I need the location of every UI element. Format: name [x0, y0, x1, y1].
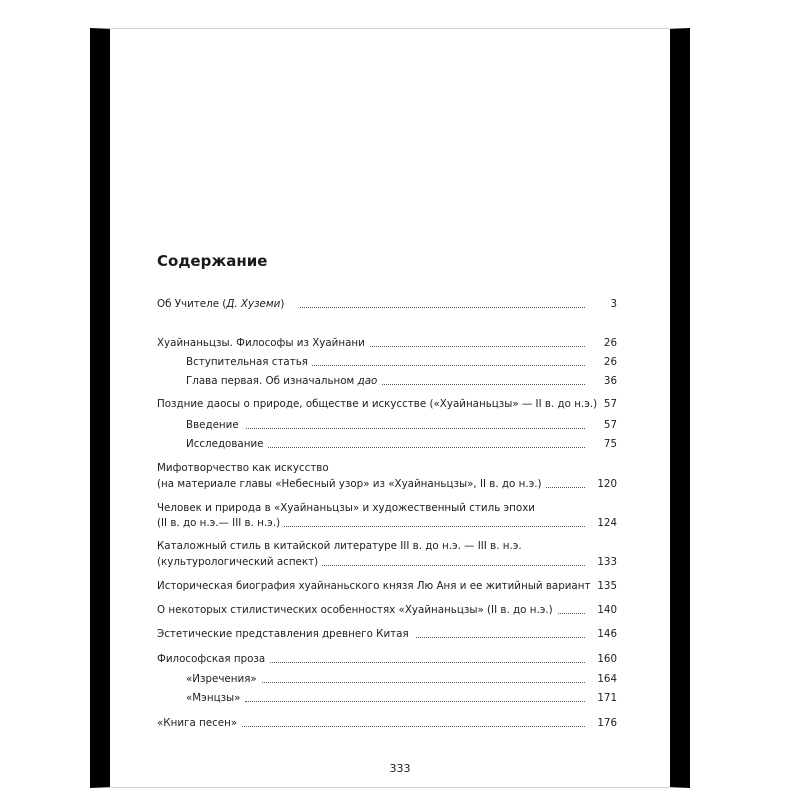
toc-entry-title-line1: Мифотворчество как искусство: [157, 462, 329, 474]
page-number: 333: [389, 762, 411, 775]
toc-entry-title: Введение: [186, 419, 243, 431]
toc-entry-title: Хуайнаньцзы. Философы из Хуайнани: [157, 337, 369, 349]
toc-entry-title: «Изречения»: [186, 673, 261, 685]
toc-entry-title: Об Учителе (Д. Хуземи): [157, 298, 288, 310]
toc-entry-title: Эстетические представления древнего Китая: [157, 628, 413, 640]
toc-entry-page: 26: [603, 356, 617, 368]
toc-entry-page: 75: [603, 438, 617, 450]
toc-entry-title: Историческая биография хуайнаньского князя Лю Аня и ее житийный вариант: [157, 580, 594, 592]
leader-dots: [360, 346, 585, 347]
toc-entry-title: (культурологический аспект): [157, 556, 322, 568]
toc-entry-page: 164: [597, 673, 617, 685]
leader-dots: [300, 307, 585, 308]
toc-entry-title: (на материале главы «Небесный узор» из «Хуайнаньцзы», II в. до н.э.): [157, 478, 546, 490]
toc-entry-man-nature: [0, 517, 800, 533]
toc-entry-title: «Книга песен»: [157, 717, 241, 729]
leader-dots: [300, 565, 585, 566]
toc-entry-page: 160: [597, 653, 617, 665]
toc-entry-title: О некоторых стилистических особенностях «Хуайнаньцзы» (II в. до н.э.): [157, 604, 557, 616]
toc-entry-title: Поздние даосы о природе, обществе и искусстве («Хуайнаньцзы» — II в. до н.э.): [157, 398, 601, 410]
leader-dots: [270, 662, 585, 663]
toc-entry-page: 120: [597, 478, 617, 490]
toc-entry-page: 133: [597, 556, 617, 568]
toc-entry-page: 36: [603, 375, 617, 387]
toc-entry-catalog-style-line1: [0, 540, 800, 556]
leader-dots: [360, 384, 585, 385]
toc-entry-title: Вступительная статья: [186, 356, 312, 368]
toc-entry-myth-line1: [0, 462, 800, 478]
toc-entry-research: [0, 438, 800, 454]
toc-entry-page: 171: [597, 692, 617, 704]
toc-entry-stylistic: [0, 604, 800, 620]
leader-dots: [245, 701, 585, 702]
toc-entry-page: 146: [597, 628, 617, 640]
toc-entry-page: 176: [597, 717, 617, 729]
toc-entry-title: (II в. до н.э.— III в. н.э.): [157, 517, 284, 529]
toc-entry-book-of-songs: [0, 717, 800, 733]
toc-entry-huainanzi: [0, 337, 800, 353]
leader-dots: [306, 365, 585, 366]
toc-entry-analects: [0, 673, 800, 689]
leader-dots: [282, 526, 585, 527]
toc-entry-title: Философская проза: [157, 653, 269, 665]
toc-entry-liu-an: [0, 580, 800, 596]
toc-entry-page: 124: [597, 517, 617, 529]
toc-entry-title: Глава первая. Об изначальном дао: [186, 375, 381, 387]
toc-entry-catalog-style: [0, 556, 800, 572]
toc-entry-page: 3: [610, 298, 617, 310]
toc-entry-title: «Мэнцзы»: [186, 692, 244, 704]
leader-dots: [250, 682, 585, 683]
toc-entry-mencius: [0, 692, 800, 708]
toc-entry-myth: [0, 478, 800, 494]
leader-dots: [416, 637, 585, 638]
leader-dots: [240, 726, 585, 727]
toc-entry-title-line1: Каталожный стиль в китайской литературе III в. до н.э. — III в. н.э.: [157, 540, 522, 552]
toc-entry-late-taoists: [0, 398, 800, 414]
toc-entry-title: Исследование: [186, 438, 268, 450]
toc-entry-page: 140: [597, 604, 617, 616]
toc-entry-intro-article: [0, 356, 800, 372]
toc-entry-man-nature-line1: [0, 502, 800, 518]
toc-entry-page: 57: [603, 398, 617, 410]
toc-entry-title-line1: Человек и природа в «Хуайнаньцзы» и художественный стиль эпохи: [157, 502, 536, 514]
toc-entry-chapter-one: [0, 375, 800, 391]
toc-entry-aesthetics: [0, 628, 800, 644]
leader-dots: [246, 428, 585, 429]
toc-entry-page: 57: [603, 419, 617, 431]
toc-entry-prose: [0, 653, 800, 669]
toc-entry-page: 135: [597, 580, 617, 592]
toc-heading: Содержание: [157, 252, 268, 270]
toc-entry-about-teacher: [0, 298, 800, 314]
toc-entry-introduction: [0, 419, 800, 435]
toc-entry-page: 26: [603, 337, 617, 349]
leader-dots: [268, 447, 585, 448]
